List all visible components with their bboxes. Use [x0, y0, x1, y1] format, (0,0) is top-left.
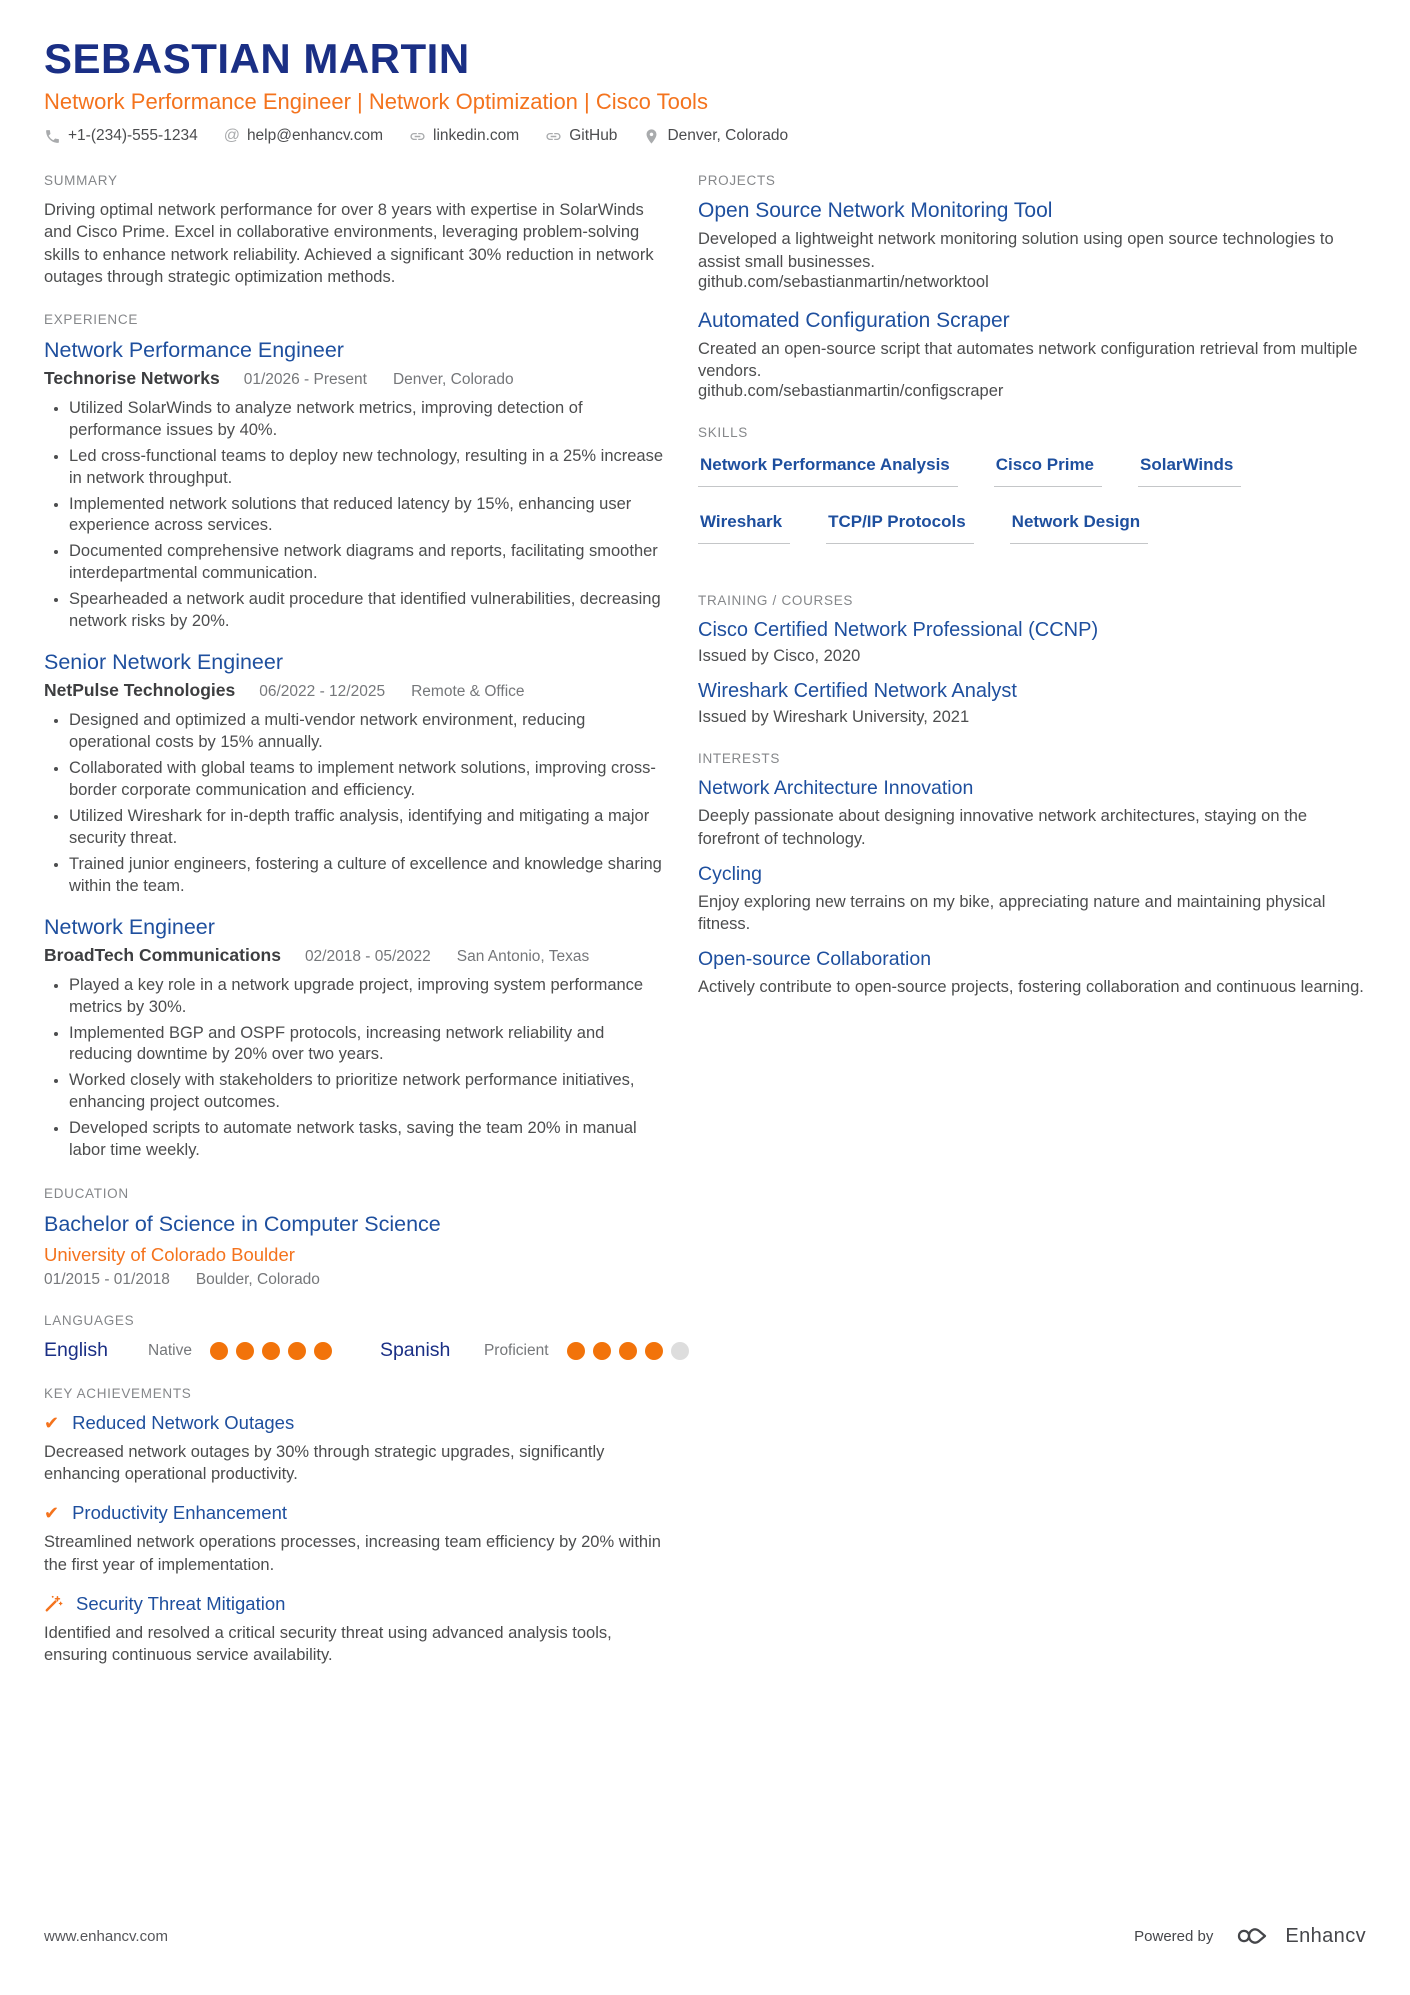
achievement-text: Identified and resolved a critical security threat using advanced analysis tools, ensuring continuous service availability.	[44, 1623, 612, 1664]
achievements-label: KEY ACHIEVEMENTS	[44, 1386, 192, 1402]
project-text: Created an open-source script that automates network configuration retrieval from multiple vendors.	[698, 339, 1358, 381]
language-level: Proficient	[483, 1341, 549, 1359]
skill-item: Wireshark	[698, 512, 790, 544]
section-training	[698, 593, 1366, 727]
skill-item: TCP/IP Protocols	[826, 512, 974, 544]
job-entry	[44, 650, 668, 898]
section-summary	[44, 173, 668, 287]
language-dots	[210, 1342, 340, 1360]
language-dot	[567, 1342, 585, 1360]
interest-text: Enjoy exploring new terrains on my bike, appreciating nature and maintaining physical fitness.	[698, 892, 1326, 934]
interest-text: Deeply passionate about designing innovative network architectures, staying on the forefront of technology.	[698, 807, 1308, 848]
enhancv-brand-text: Enhancv	[1285, 1924, 1366, 1947]
job-bullet: • Utilized SolarWinds to analyze network metrics, improving detection of performance issues by 40%.	[69, 398, 668, 442]
language-dot	[593, 1342, 611, 1360]
projects-label: PROJECTS	[698, 173, 776, 189]
at-icon: @	[223, 127, 240, 145]
contact-location	[643, 127, 788, 145]
language-name: Spanish	[379, 1339, 451, 1362]
check-icon: ✔	[44, 1413, 60, 1434]
skills-label: SKILLS	[698, 425, 748, 441]
section-education	[44, 1186, 668, 1289]
contact-phone-text: +1-(234)-555-1234	[68, 127, 198, 145]
course-issuer: Issued by Wireshark University, 2021	[698, 708, 970, 727]
interest-title: Network Architecture Innovation	[698, 777, 974, 800]
job-bullets	[44, 398, 668, 633]
language-dot	[210, 1342, 228, 1360]
section-experience	[44, 312, 668, 1162]
candidate-name: SEBASTIAN MARTIN	[44, 35, 470, 82]
project-text: Developed a lightweight network monitoring solution using open source technologies to assist small businesses.	[698, 230, 1334, 271]
job-company: BroadTech Communications	[44, 944, 281, 965]
interests-label: INTERESTS	[698, 751, 781, 767]
job-bullet: • Documented comprehensive network diagrams and reports, facilitating smoother interdepartmental communication.	[69, 541, 668, 585]
education-label: EDUCATION	[44, 1186, 129, 1202]
left-column	[44, 173, 668, 1689]
achievement-title: Security Threat Mitigation	[76, 1592, 286, 1614]
language-level: Native	[148, 1341, 192, 1359]
job-bullet: • Implemented network solutions that reduced latency by 15%, enhancing user experience across services.	[69, 494, 668, 538]
page-footer	[44, 1923, 1366, 1949]
achievement-title: Reduced Network Outages	[72, 1412, 295, 1434]
job-company: Technorise Networks	[44, 367, 220, 388]
language-name: English	[44, 1339, 108, 1362]
achievement-head	[44, 1593, 668, 1615]
course-item	[698, 680, 1366, 727]
languages-label: LANGUAGES	[44, 1313, 135, 1329]
summary-label: SUMMARY	[44, 173, 118, 189]
achievement-head	[44, 1502, 668, 1524]
contact-github-text[interactable]: GitHub	[569, 127, 618, 145]
job-bullets	[44, 710, 668, 898]
job-bullet: • Collaborated with global teams to implement network solutions, improving cross-border corporate communication and efficiency.	[69, 758, 668, 802]
resume-header	[44, 36, 1366, 145]
contact-linkedin-text[interactable]: linkedin.com	[433, 127, 520, 145]
language-dot	[671, 1342, 689, 1360]
language-dot	[236, 1342, 254, 1360]
job-entry	[44, 338, 668, 633]
achievement-item	[44, 1502, 668, 1575]
language-dot	[262, 1342, 280, 1360]
job-dates: 06/2022 - 12/2025	[259, 683, 386, 701]
section-interests	[698, 751, 1366, 998]
job-bullet: • Led cross-functional teams to deploy new technology, resulting in a 25% increase in network throughput.	[69, 446, 668, 490]
contact-linkedin[interactable]	[409, 127, 519, 145]
achievement-head	[44, 1412, 668, 1434]
job-title: Network Performance Engineer	[44, 337, 344, 362]
contact-email-text[interactable]: help@enhancv.com	[246, 127, 384, 145]
project-link[interactable]: github.com/sebastianmartin/networktool	[698, 272, 989, 291]
section-languages	[44, 1313, 668, 1362]
section-projects	[698, 173, 1366, 401]
headline: Network Performance Engineer | Network Optimization | Cisco Tools	[44, 89, 708, 115]
phone-icon	[44, 128, 61, 145]
interest-item	[698, 863, 1366, 936]
job-bullet: • Developed scripts to automate network tasks, saving the team 20% in manual labor time weekly.	[69, 1118, 668, 1162]
section-achievements	[44, 1386, 668, 1666]
achievement-title: Productivity Enhancement	[72, 1502, 288, 1524]
course-title: Cisco Certified Network Professional (CCNP)	[698, 619, 1099, 642]
job-location: Remote & Office	[411, 683, 525, 701]
language-dot	[314, 1342, 332, 1360]
language-dots	[567, 1342, 697, 1360]
job-bullet: • Played a key role in a network upgrade project, improving system performance metrics by 30%.	[69, 975, 668, 1019]
job-bullet: • Spearheaded a network audit procedure that identified vulnerabilities, decreasing network risks by 20%.	[69, 589, 668, 633]
link-icon	[545, 128, 562, 145]
job-location: San Antonio, Texas	[456, 947, 590, 965]
training-label: TRAINING / COURSES	[698, 593, 854, 609]
contact-email[interactable]	[224, 127, 383, 145]
contact-phone	[44, 127, 198, 145]
education-dates: 01/2015 - 01/2018	[44, 1271, 170, 1289]
skill-item: Network Design	[1010, 512, 1148, 544]
interest-item	[698, 948, 1366, 998]
contact-location-text: Denver, Colorado	[667, 127, 789, 145]
course-title: Wireshark Certified Network Analyst	[698, 680, 1017, 703]
skill-item: Network Performance Analysis	[698, 455, 958, 487]
contact-github[interactable]	[545, 127, 617, 145]
job-title: Network Engineer	[44, 914, 215, 939]
experience-label: EXPERIENCE	[44, 311, 139, 327]
interest-title: Open-source Collaboration	[698, 948, 932, 971]
wand-icon	[44, 1594, 63, 1613]
language-row	[44, 1339, 668, 1362]
education-meta	[44, 1271, 668, 1289]
achievement-item	[44, 1412, 668, 1485]
powered-by	[1134, 1923, 1366, 1949]
language-dot	[288, 1342, 306, 1360]
skill-item: SolarWinds	[1138, 455, 1241, 487]
section-skills	[698, 425, 1366, 569]
job-dates: 01/2026 - Present	[243, 370, 367, 388]
project-link[interactable]: github.com/sebastianmartin/configscraper	[698, 382, 1004, 401]
language-item	[44, 1339, 340, 1362]
job-bullet: • Designed and optimized a multi-vendor network environment, reducing operational costs by 15% annually.	[69, 710, 668, 754]
interest-title: Cycling	[698, 862, 762, 885]
interest-text: Actively contribute to open-source projects, fostering collaboration and continuous learning.	[698, 978, 1364, 997]
project-item	[698, 309, 1366, 402]
job-bullet: • Trained junior engineers, fostering a culture of excellence and knowledge sharing within the team.	[69, 854, 668, 898]
job-meta	[44, 680, 668, 701]
job-location: Denver, Colorado	[392, 370, 514, 388]
job-bullets	[44, 975, 668, 1163]
enhancv-logo-icon	[1225, 1923, 1273, 1949]
course-issuer: Issued by Cisco, 2020	[698, 647, 861, 666]
job-title: Senior Network Engineer	[44, 650, 284, 675]
project-title: Open Source Network Monitoring Tool	[698, 199, 1053, 223]
location-icon	[643, 128, 660, 145]
resume-columns	[44, 173, 1366, 1689]
job-dates: 02/2018 - 05/2022	[304, 947, 431, 965]
achievement-item	[44, 1593, 668, 1666]
job-bullet: • Utilized Wireshark for in-depth traffic analysis, identifying and mitigating a major security threat.	[69, 806, 668, 850]
project-item	[698, 199, 1366, 292]
skills-list	[698, 451, 1366, 569]
job-bullet: • Worked closely with stakeholders to prioritize network performance initiatives, enhancing project outcomes.	[69, 1070, 668, 1114]
language-dot	[645, 1342, 663, 1360]
education-school: University of Colorado Boulder	[44, 1244, 295, 1266]
link-icon	[409, 128, 426, 145]
job-bullet: • Implemented BGP and OSPF protocols, increasing network reliability and reducing downtime by 20% over two years.	[69, 1023, 668, 1067]
job-company: NetPulse Technologies	[44, 680, 236, 701]
job-meta	[44, 368, 668, 389]
project-title: Automated Configuration Scraper	[698, 308, 1010, 332]
job-meta	[44, 945, 668, 966]
language-dot	[619, 1342, 637, 1360]
footer-site-link[interactable]: www.enhancv.com	[44, 1927, 168, 1945]
check-icon: ✔	[44, 1503, 60, 1524]
course-item	[698, 619, 1366, 666]
interest-item	[698, 777, 1366, 850]
job-entry	[44, 915, 668, 1163]
contact-row	[44, 127, 1366, 145]
education-location: Boulder, Colorado	[195, 1271, 320, 1289]
powered-by-label: Powered by	[1134, 1927, 1214, 1945]
language-item	[380, 1339, 697, 1362]
right-column	[698, 173, 1366, 1022]
achievement-text: Decreased network outages by 30% through strategic upgrades, significantly enhancing operational productivity.	[44, 1443, 605, 1484]
education-degree: Bachelor of Science in Computer Science	[44, 1212, 441, 1237]
summary-text: Driving optimal network performance for over 8 years with expertise in SolarWinds and Cisco Prime. Excel in collaborative environments, leveraging problem-solving skills to enhance network reliability. Achieved a significant 30% reduction in network outages through strategic optimization methods.	[44, 201, 654, 286]
skill-item: Cisco Prime	[994, 455, 1102, 487]
achievement-text: Streamlined network operations processes, increasing team efficiency by 20% within the first year of implementation.	[44, 1533, 661, 1574]
